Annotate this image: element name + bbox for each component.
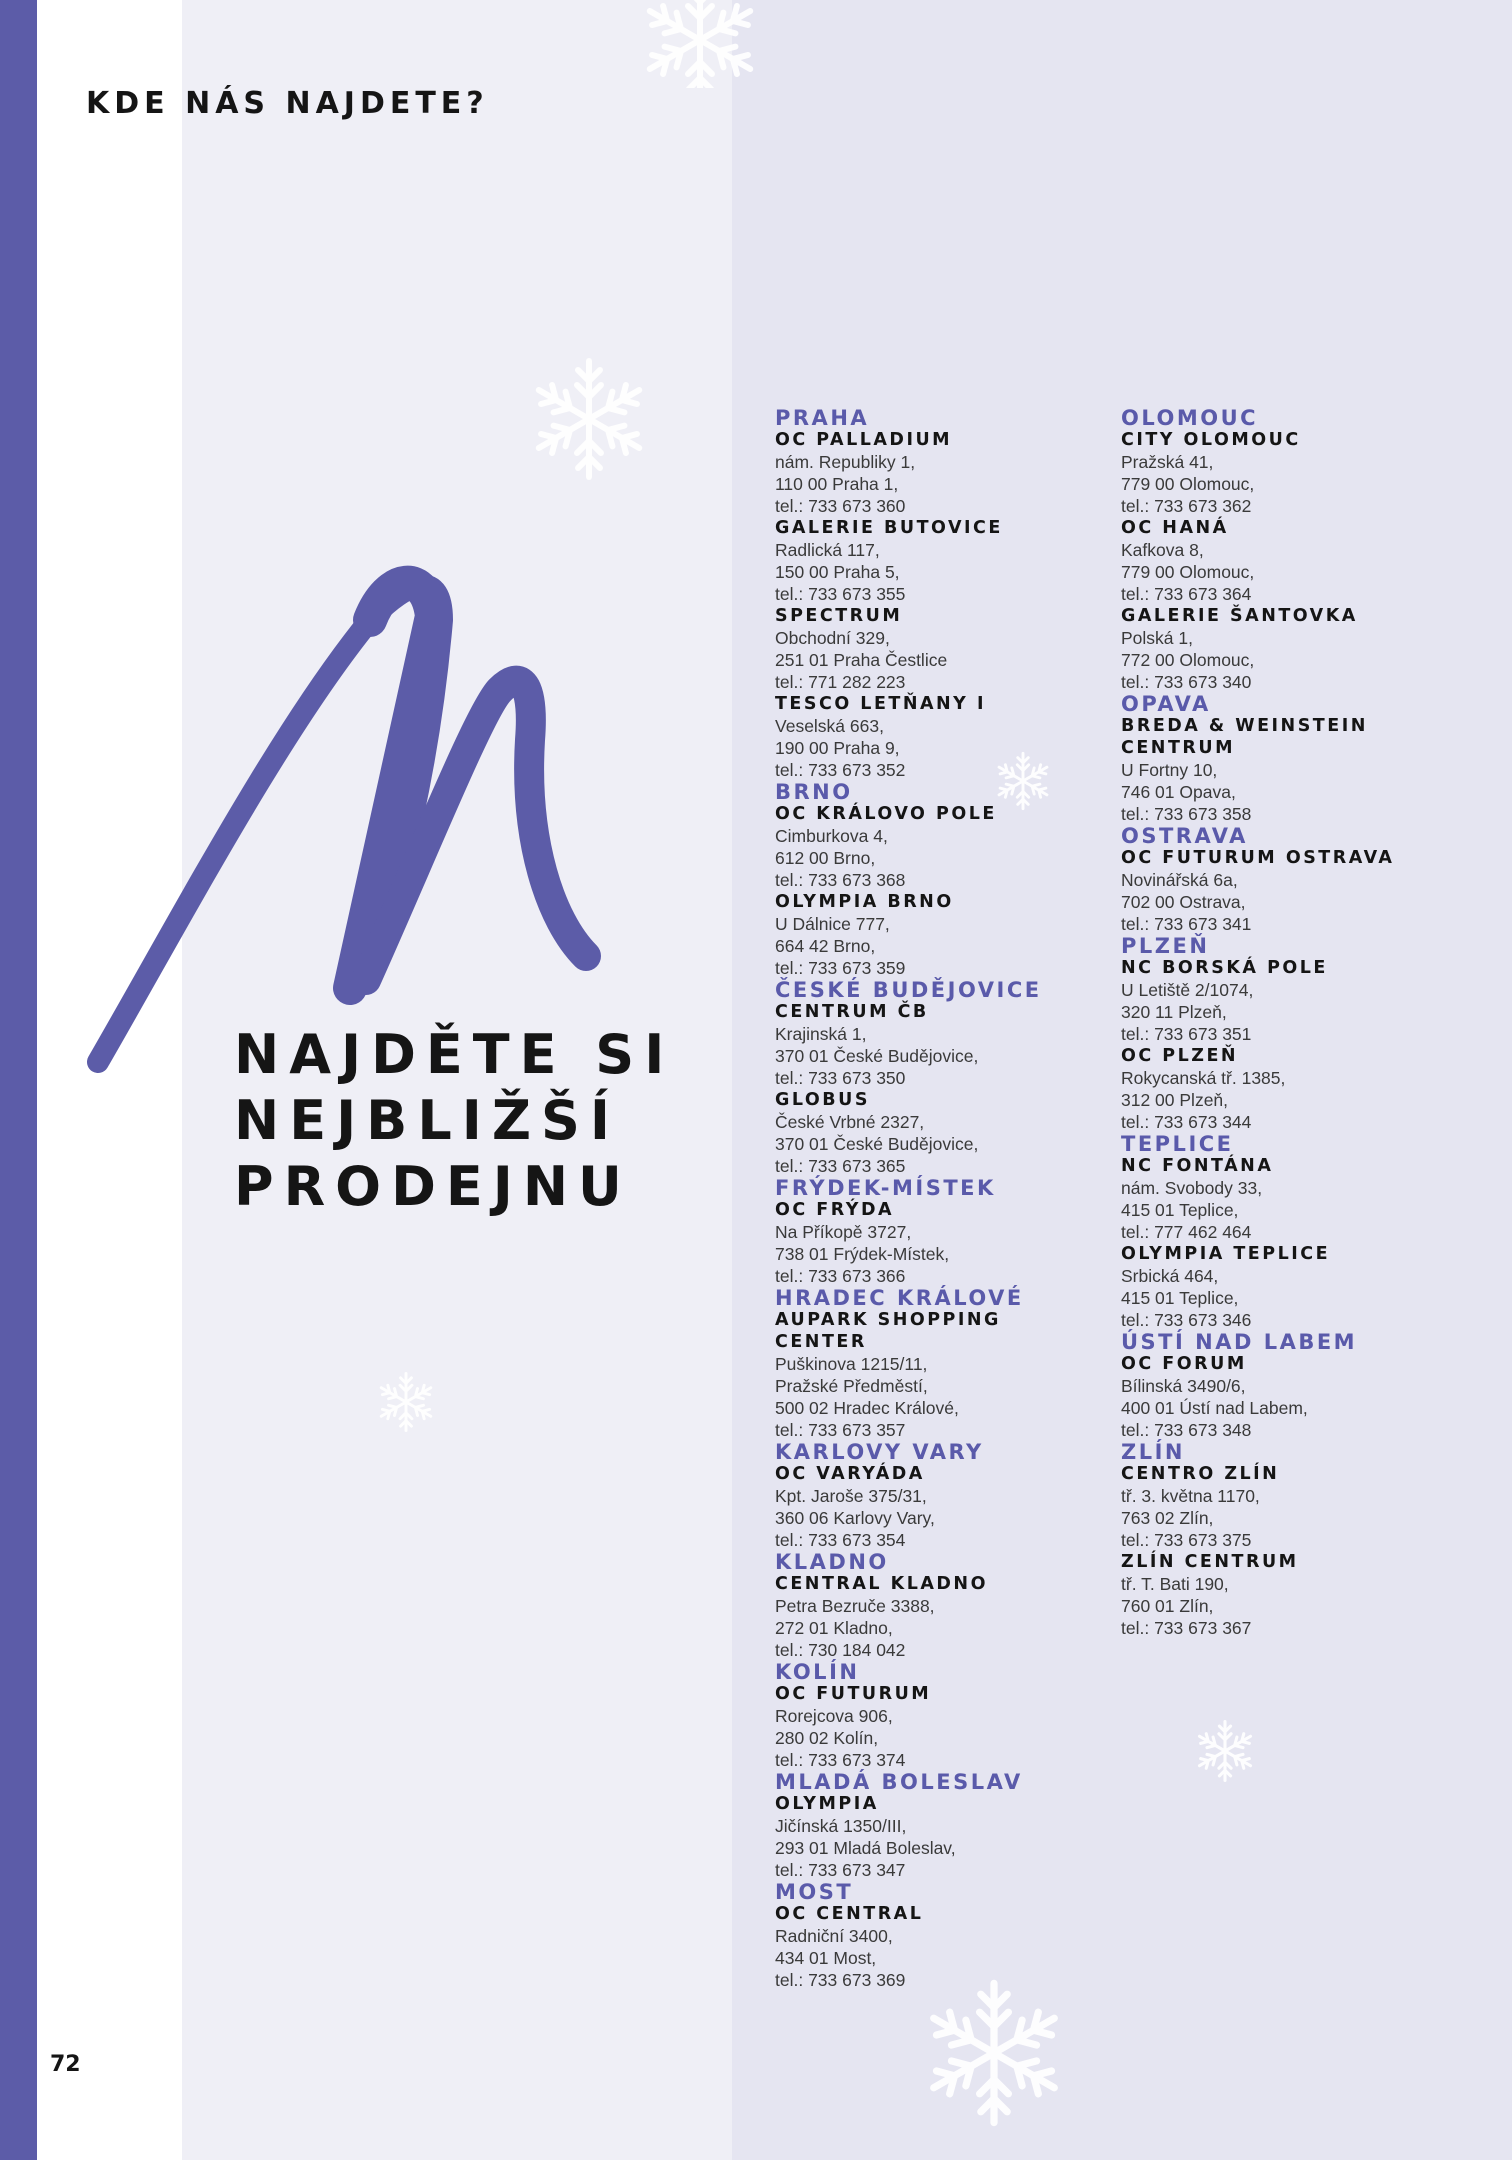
city-block (1121, 1441, 1451, 1639)
store-name: AUPARK SHOPPING (775, 1310, 1001, 1330)
store-address-line: Pražská 41, (1121, 452, 1214, 472)
store-address-line: Srbická 464, (1121, 1266, 1219, 1286)
city-block (775, 1551, 1105, 1661)
city-name: TEPLICE (1121, 1132, 1234, 1156)
store-name: CENTRUM (1121, 738, 1235, 758)
store-address-line: tř. 3. května 1170, (1121, 1486, 1260, 1506)
store-address-line: nám. Republiky 1, (775, 452, 916, 472)
store-address-line: Pražské Předměstí, (775, 1376, 928, 1396)
store-address-line: tel.: 733 673 344 (1121, 1112, 1252, 1132)
store-name: CITY OLOMOUC (1121, 430, 1301, 450)
city-name: BRNO (775, 780, 853, 804)
store-address-line: tel.: 733 673 340 (1121, 672, 1252, 692)
brand-m-logo (70, 560, 630, 1100)
store-column-right (1121, 407, 1451, 1639)
store-name: OC FUTURUM (775, 1684, 932, 1704)
store-address-line: České Vrbné 2327, (775, 1112, 925, 1132)
snowflake-icon (524, 354, 654, 484)
store-address-line: 746 01 Opava, (1121, 782, 1236, 802)
store-name: OC VARYÁDA (775, 1464, 925, 1484)
store-name: OC PALLADIUM (775, 430, 953, 450)
store-address-line: Kpt. Jaroše 375/31, (775, 1486, 927, 1506)
store-address-line: tel.: 733 673 366 (775, 1266, 906, 1286)
store-address-line: Na Příkopě 3727, (775, 1222, 912, 1242)
store-address-line: 664 42 Brno, (775, 936, 876, 956)
store-address-line: Radlická 117, (775, 540, 880, 560)
store-column-left (775, 407, 1105, 1991)
store-name: SPECTRUM (775, 606, 903, 626)
snowflake-icon (622, 0, 778, 88)
store-address-line: Cimburkova 4, (775, 826, 888, 846)
city-name: KLADNO (775, 1550, 889, 1574)
city-block (775, 1441, 1105, 1551)
store-address-line: tel.: 733 673 348 (1121, 1420, 1252, 1440)
store-address-line: U Dálnice 777, (775, 914, 890, 934)
city-block (775, 1881, 1105, 1991)
store-address-line: tel.: 733 673 369 (775, 1970, 906, 1990)
store-address-line: tel.: 733 673 357 (775, 1420, 906, 1440)
store-address-line: 612 00 Brno, (775, 848, 876, 868)
store-address-line: 415 01 Teplice, (1121, 1288, 1239, 1308)
store-address-line: Krajinská 1, (775, 1024, 867, 1044)
store-address-line: Novinářská 6a, (1121, 870, 1238, 890)
store-address-line: Obchodní 329, (775, 628, 890, 648)
tagline-line: NEJBLIŽŠÍ (234, 1089, 620, 1152)
store-address-line: Polská 1, (1121, 628, 1193, 648)
store-address-line: tel.: 733 673 350 (775, 1068, 906, 1088)
store-address-line: 779 00 Olomouc, (1121, 562, 1255, 582)
store-address-line: 280 02 Kolín, (775, 1728, 879, 1748)
store-address-line: nám. Svobody 33, (1121, 1178, 1263, 1198)
store-address-line: 702 00 Ostrava, (1121, 892, 1246, 912)
store-address-line: tel.: 730 184 042 (775, 1640, 906, 1660)
city-name: KARLOVY VARY (775, 1440, 984, 1464)
store-address-line: 370 01 České Budějovice, (775, 1046, 979, 1066)
store-address-line: Veselská 663, (775, 716, 884, 736)
store-name: TESCO LETŇANY I (775, 694, 986, 714)
store-address-line: tel.: 733 673 364 (1121, 584, 1252, 604)
store-address-line: U Fortny 10, (1121, 760, 1218, 780)
snowflake-icon (1192, 1718, 1258, 1784)
store-address-line: tel.: 733 673 352 (775, 760, 906, 780)
store-address-line: 738 01 Frýdek-Místek, (775, 1244, 950, 1264)
store-address-line: Rorejcova 906, (775, 1706, 893, 1726)
store-address-line: 434 01 Most, (775, 1948, 877, 1968)
store-address-line: 150 00 Praha 5, (775, 562, 900, 582)
store-address-line: 190 00 Praha 9, (775, 738, 900, 758)
city-name: HRADEC KRÁLOVÉ (775, 1286, 1024, 1310)
store-address-line: tel.: 733 673 360 (775, 496, 906, 516)
store-name: NC FONTÁNA (1121, 1156, 1274, 1176)
store-name: OLYMPIA (775, 1794, 879, 1814)
store-address-line: 320 11 Plzeň, (1121, 1002, 1227, 1022)
store-address-line: Kafkova 8, (1121, 540, 1204, 560)
tagline (234, 1022, 674, 1220)
city-name: OSTRAVA (1121, 824, 1248, 848)
accent-side-bar (0, 0, 37, 2160)
city-name: FRÝDEK-MÍSTEK (775, 1176, 996, 1200)
store-name: GLOBUS (775, 1090, 870, 1110)
city-block (775, 979, 1105, 1177)
city-name: ÚSTÍ NAD LABEM (1121, 1330, 1358, 1354)
store-name: OLYMPIA BRNO (775, 892, 954, 912)
page-number: 72 (50, 2052, 81, 2077)
store-name: OC CENTRAL (775, 1904, 924, 1924)
store-address-line: tel.: 777 462 464 (1121, 1222, 1252, 1242)
city-name: ČESKÉ BUDĚJOVICE (775, 978, 1042, 1002)
city-block (1121, 825, 1451, 935)
store-address-line: 772 00 Olomouc, (1121, 650, 1255, 670)
store-name: OC FUTURUM OSTRAVA (1121, 848, 1395, 868)
city-block (775, 1771, 1105, 1881)
city-name: PRAHA (775, 406, 870, 430)
store-address-line: tel.: 733 673 367 (1121, 1618, 1252, 1638)
city-name: OLOMOUC (1121, 406, 1259, 430)
city-block (1121, 693, 1451, 825)
city-block (1121, 1331, 1451, 1441)
snowflake-icon (916, 1975, 1072, 2131)
store-address-line: 779 00 Olomouc, (1121, 474, 1255, 494)
store-address-line: 360 06 Karlovy Vary, (775, 1508, 935, 1528)
city-block (1121, 407, 1451, 693)
store-address-line: tel.: 733 673 346 (1121, 1310, 1252, 1330)
store-name: ZLÍN CENTRUM (1121, 1552, 1299, 1572)
store-address-line: tel.: 733 673 347 (775, 1860, 906, 1880)
store-name: OC PLZEŇ (1121, 1046, 1239, 1066)
store-address-line: Bílinská 3490/6, (1121, 1376, 1246, 1396)
city-block (1121, 935, 1451, 1133)
city-name: MOST (775, 1880, 854, 1904)
store-address-line: 312 00 Plzeň, (1121, 1090, 1229, 1110)
store-name: CENTER (775, 1332, 867, 1352)
store-address-line: Puškinova 1215/11, (775, 1354, 928, 1374)
store-name: OC FORUM (1121, 1354, 1247, 1374)
store-name: GALERIE ŠANTOVKA (1121, 606, 1358, 626)
city-block (775, 1287, 1105, 1441)
store-address-line: tel.: 733 673 341 (1121, 914, 1252, 934)
store-name: GALERIE BUTOVICE (775, 518, 1003, 538)
city-name: ZLÍN (1121, 1440, 1185, 1464)
store-address-line: U Letiště 2/1074, (1121, 980, 1254, 1000)
store-address-line: 251 01 Praha Čestlice (775, 650, 948, 670)
store-address-line: tel.: 733 673 355 (775, 584, 906, 604)
city-name: KOLÍN (775, 1660, 860, 1684)
store-address-line: 293 01 Mladá Boleslav, (775, 1838, 956, 1858)
store-address-line: tel.: 771 282 223 (775, 672, 906, 692)
store-address-line: tel.: 733 673 354 (775, 1530, 906, 1550)
store-name: CENTRAL KLADNO (775, 1574, 988, 1594)
store-address-line: tel.: 733 673 358 (1121, 804, 1252, 824)
city-name: OPAVA (1121, 692, 1211, 716)
tagline-line: NAJDĚTE SI (234, 1023, 675, 1086)
page-heading: KDE NÁS NAJDETE? (86, 86, 489, 121)
store-address-line: tel.: 733 673 374 (775, 1750, 906, 1770)
store-address-line: 760 01 Zlín, (1121, 1596, 1214, 1616)
store-address-line: 272 01 Kladno, (775, 1618, 893, 1638)
store-address-line: 110 00 Praha 1, (775, 474, 899, 494)
store-address-line: 370 01 České Budějovice, (775, 1134, 979, 1154)
store-address-line: 415 01 Teplice, (1121, 1200, 1239, 1220)
city-name: MLADÁ BOLESLAV (775, 1770, 1023, 1794)
store-address-line: 763 02 Zlín, (1121, 1508, 1214, 1528)
tagline-line: PRODEJNU (234, 1155, 632, 1218)
city-block (775, 781, 1105, 979)
store-address-line: Petra Bezruče 3388, (775, 1596, 935, 1616)
store-name: NC BORSKÁ POLE (1121, 958, 1328, 978)
city-block (775, 1661, 1105, 1771)
store-name: OC HANÁ (1121, 518, 1229, 538)
store-address-line: tel.: 733 673 368 (775, 870, 906, 890)
store-name: OLYMPIA TEPLICE (1121, 1244, 1331, 1264)
city-block (1121, 1133, 1451, 1331)
city-block (775, 407, 1105, 781)
city-name: PLZEŇ (1121, 934, 1210, 958)
store-name: BREDA & WEINSTEIN (1121, 716, 1368, 736)
store-address-line: tel.: 733 673 351 (1121, 1024, 1252, 1044)
store-name: CENTRO ZLÍN (1121, 1464, 1280, 1484)
store-name: OC FRÝDA (775, 1200, 895, 1220)
store-name: OC KRÁLOVO POLE (775, 804, 997, 824)
snowflake-icon (374, 1370, 438, 1434)
store-address-line: Rokycanská tř. 1385, (1121, 1068, 1286, 1088)
store-address-line: tel.: 733 673 375 (1121, 1530, 1252, 1550)
store-address-line: 500 02 Hradec Králové, (775, 1398, 959, 1418)
store-address-line: tř. T. Bati 190, (1121, 1574, 1229, 1594)
store-name: CENTRUM ČB (775, 1002, 929, 1022)
store-address-line: 400 01 Ústí nad Labem, (1121, 1398, 1308, 1418)
store-address-line: tel.: 733 673 365 (775, 1156, 906, 1176)
city-block (775, 1177, 1105, 1287)
store-address-line: tel.: 733 673 362 (1121, 496, 1252, 516)
store-address-line: Jičínská 1350/III, (775, 1816, 907, 1836)
store-address-line: tel.: 733 673 359 (775, 958, 906, 978)
store-address-line: Radniční 3400, (775, 1926, 893, 1946)
